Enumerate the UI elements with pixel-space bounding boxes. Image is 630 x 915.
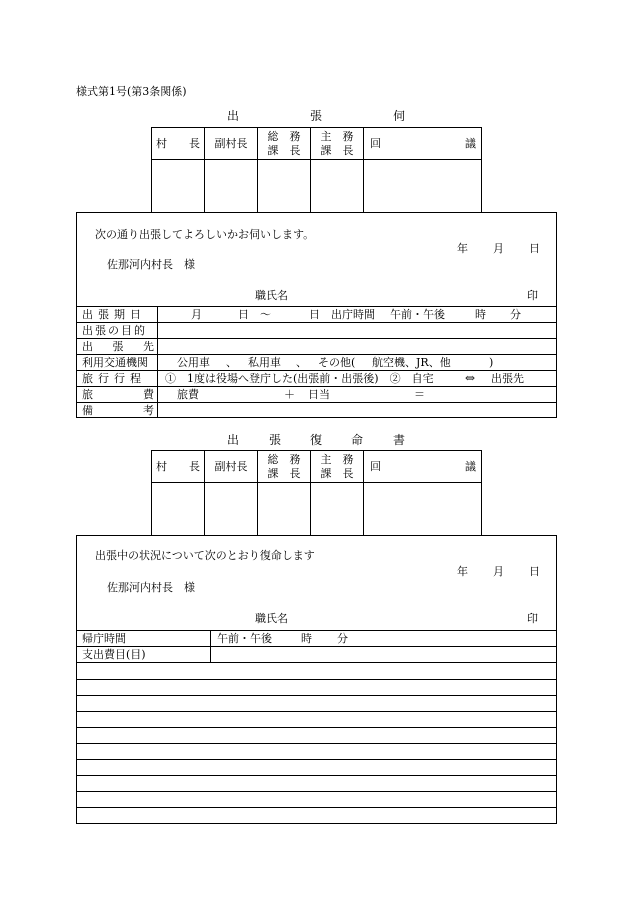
departure-hour: 時	[475, 308, 486, 321]
expense-daily: 日当	[308, 388, 330, 401]
option-official-car[interactable]: 公用車	[177, 356, 210, 369]
destination-label: 出 張 先	[82, 340, 154, 353]
report-text: 出張中の状況について次のとおり復命します	[95, 549, 315, 562]
date-day: 日	[529, 242, 540, 255]
return-ampm: 午前・午後	[217, 632, 272, 645]
date-year: 年	[457, 565, 468, 578]
title-char: 張	[310, 109, 323, 123]
equals-sign: ＝	[414, 388, 425, 401]
deputy-head-label: 副村長	[214, 137, 248, 151]
other-examples: 航空機、JR、他	[372, 356, 451, 369]
trip-period-label: 出張期日	[82, 308, 146, 321]
date-month: 月	[493, 242, 504, 255]
date-month: 月	[493, 565, 504, 578]
title-char: 書	[393, 433, 406, 447]
return-minute: 分	[337, 632, 348, 645]
departure-ampm: 午前・午後	[390, 308, 445, 321]
period-day: 日	[238, 308, 249, 321]
option-private-car[interactable]: 私用車	[248, 356, 281, 369]
departure-minute: 分	[510, 308, 521, 321]
staff-name-label: 職氏名	[255, 612, 288, 625]
title-char: 出	[227, 109, 240, 123]
expense-item-label: 支出費目(目)	[82, 648, 146, 661]
title-char: 張	[269, 433, 282, 447]
remarks-field[interactable]	[160, 403, 555, 417]
circulation-label: 回 議	[370, 137, 476, 150]
paren-close: )	[489, 356, 494, 369]
circulation-label: 回 議	[370, 460, 476, 473]
departure-time-label: 出庁時間	[331, 308, 375, 321]
title-char: 伺	[393, 109, 406, 123]
village-head-label: 村 長	[156, 460, 200, 474]
expense-travel: 旅費	[177, 388, 199, 401]
travel-expense-label: 旅 費	[82, 388, 154, 401]
itinerary-label: 旅行行程	[82, 372, 146, 385]
general-affairs-manager-label: 総 務 課 長	[267, 453, 301, 480]
date-year: 年	[457, 242, 468, 255]
purpose-field[interactable]	[160, 323, 555, 337]
addressee: 佐那河内村長 様	[107, 581, 195, 594]
addressee: 佐那河内村長 様	[107, 258, 195, 271]
destination-field[interactable]	[160, 339, 555, 353]
title-char: 復	[310, 433, 323, 447]
general-affairs-manager-label: 総 務 課 長	[267, 130, 301, 157]
title-char: 命	[351, 433, 364, 447]
option-other[interactable]: その他(	[318, 356, 356, 369]
separator: 、	[296, 356, 307, 369]
bidirectional-arrow-icon: ⇔	[465, 371, 476, 385]
chief-manager-label: 主 務 課 長	[320, 130, 354, 157]
remarks-label: 備 考	[82, 404, 154, 417]
return-time-label: 帰庁時間	[82, 632, 126, 645]
request-text: 次の通り出張してよろしいかお伺いします。	[95, 228, 315, 241]
itinerary-destination: 出張先	[491, 372, 524, 385]
village-head-label: 村 長	[156, 137, 200, 151]
plus-sign: ＋	[284, 388, 295, 401]
deputy-head-label: 副村長	[214, 460, 248, 474]
purpose-label: 出張の目的	[82, 324, 147, 337]
expense-item-field[interactable]	[213, 647, 555, 661]
period-tilde: 〜	[260, 308, 271, 321]
date-day: 日	[529, 565, 540, 578]
chief-manager-label: 主 務 課 長	[320, 453, 354, 480]
return-hour: 時	[301, 632, 312, 645]
itinerary-text: ① 1度は役場へ登庁した(出張前・出張後) ② 自宅	[165, 372, 434, 385]
seal-mark: 印	[527, 289, 538, 302]
seal-mark: 印	[527, 612, 538, 625]
period-day2: 日	[309, 308, 320, 321]
separator: 、	[226, 356, 237, 369]
staff-name-label: 職氏名	[255, 289, 288, 302]
title-char: 出	[227, 433, 240, 447]
transport-label: 利用交通機関	[82, 356, 148, 369]
period-month: 月	[191, 308, 202, 321]
form-number: 様式第1号(第3条関係)	[76, 85, 187, 98]
